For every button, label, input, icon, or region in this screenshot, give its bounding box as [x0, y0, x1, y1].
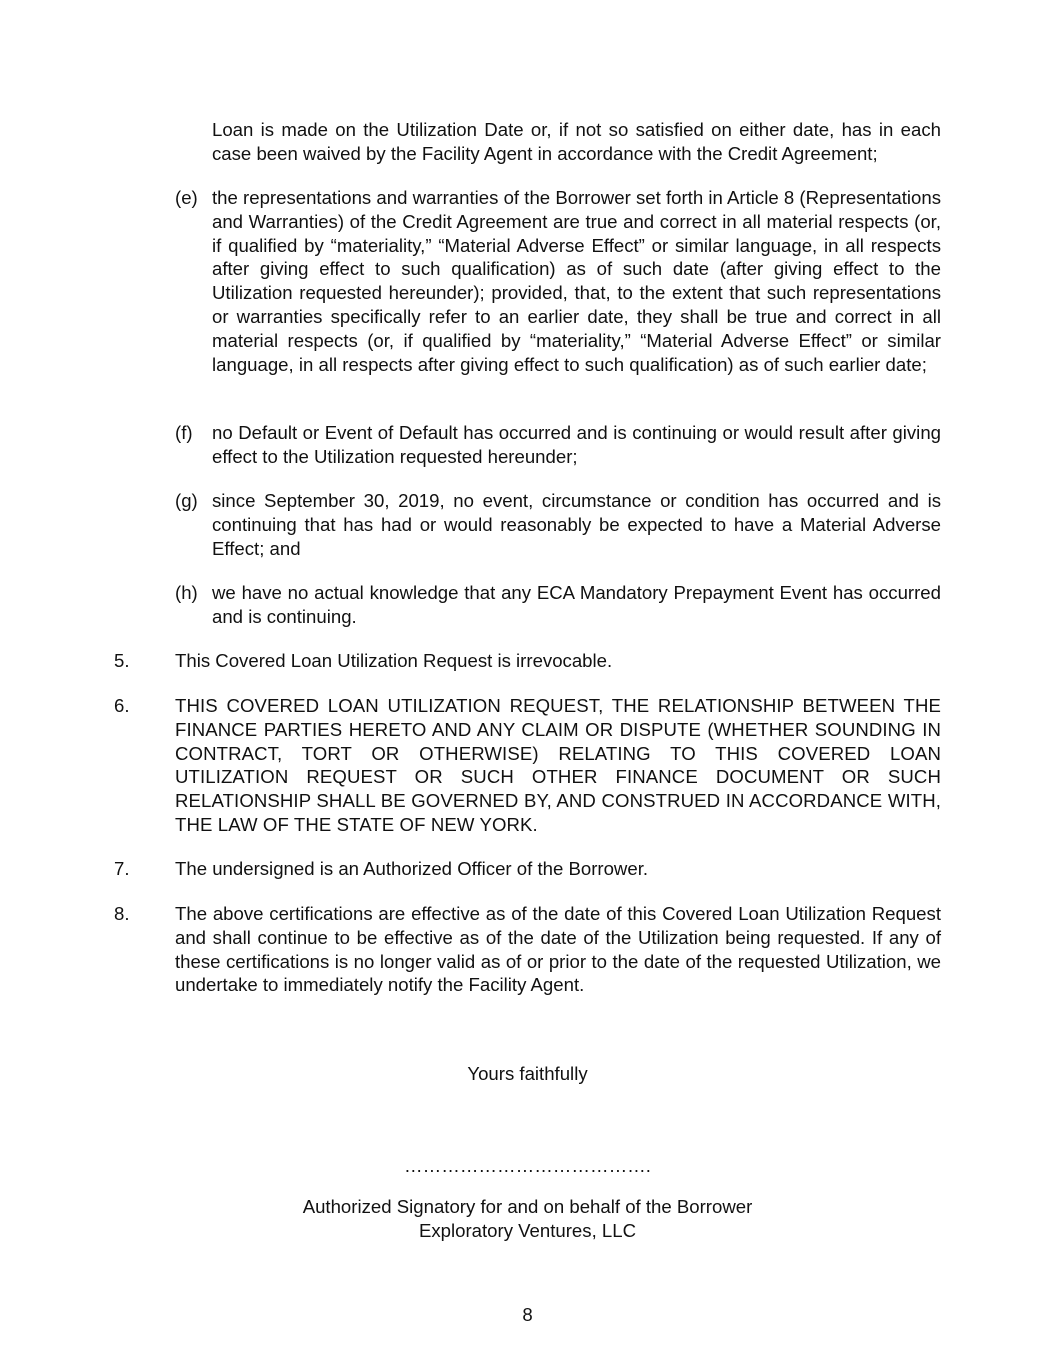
sub-item-marker: (g)	[175, 490, 198, 511]
signatory-title: Authorized Signatory for and on behalf of the Borrower	[302, 1196, 753, 1217]
page-number: 8	[522, 1304, 533, 1325]
sub-item-e	[175, 186, 941, 376]
numbered-item-text: THIS COVERED LOAN UTILIZATION REQUEST, THE RELATIONSHIP BETWEEN THE FINANCE PARTIES HERETO AND ANY CLAIM OR DISPUTE (WHETHER SOUNDING IN CONTRACT, TORT OR OTHERWISE) RELATING TO THIS COVERED LOAN UTILIZATION REQUEST OR SUCH OTHER FINANCE DOCUMENT OR SUCH RELATIONSHIP SHALL BE GOVERNED BY, AND CONSTRUED IN ACCORDANCE WITH, THE LAW OF THE STATE OF NEW YORK.	[175, 695, 941, 835]
numbered-item-7	[114, 857, 941, 881]
sub-item-text: we have no actual knowledge that any ECA Mandatory Prepayment Event has occurred and is continuing.	[212, 582, 941, 627]
signatory-name: Exploratory Ventures, LLC	[418, 1220, 637, 1241]
sub-item-g	[175, 489, 941, 560]
sub-item-f	[175, 421, 941, 469]
sub-item-marker: (h)	[175, 582, 198, 603]
continuation-paragraph: Loan is made on the Utilization Date or, if not so satisfied on either date, has in each case been waived by the Facility Agent in accordance with the Credit Agreement;	[212, 119, 941, 164]
closing-salutation: Yours faithfully	[467, 1063, 588, 1084]
sub-item-h	[175, 581, 941, 629]
numbered-item-marker: 5.	[114, 650, 130, 671]
sub-item-marker: (f)	[175, 422, 193, 443]
sub-item-text: since September 30, 2019, no event, circumstance or condition has occurred and is continuing that has had or would reasonably be expected to have a Material Adverse Effect; and	[212, 490, 941, 559]
numbered-item-5	[114, 649, 941, 673]
numbered-item-marker: 6.	[114, 695, 130, 716]
numbered-item-6	[114, 694, 941, 837]
sub-item-text: no Default or Event of Default has occurred and is continuing or would result after giving effect to the Utilization requested hereunder;	[212, 422, 941, 467]
numbered-item-8	[114, 902, 941, 997]
numbered-item-marker: 8.	[114, 903, 130, 924]
numbered-item-text: The undersigned is an Authorized Officer of the Borrower.	[175, 858, 649, 879]
numbered-item-text: The above certifications are effective as of the date of this Covered Loan Utilization Request and shall continue to be effective as of the date of the Utilization being requested. If any of these certifications is no longer valid as of or prior to the date of the requested Utilization, we undertake to immediately notify the Facility Agent.	[175, 903, 941, 996]
numbered-item-marker: 7.	[114, 858, 130, 879]
sub-item-marker: (e)	[175, 187, 198, 208]
numbered-item-text: This Covered Loan Utilization Request is irrevocable.	[175, 650, 613, 671]
sub-item-text: the representations and warranties of the Borrower set forth in Article 8 (Representations and Warranties) of the Credit Agreement are true and correct in all material respects (or, if qualified by “materiality,” “Material Adverse Effect” or similar language, in all respects after giving effect to such qualification) as of such date (after giving effect to the Utilization requested hereunder); provided, that, to the extent that such representations or warranties specifically refer to an earlier date, they shall be true and correct in all material respects (or, if qualified by “materiality,” “Material Adverse Effect” or similar language, in all respects after giving effect to such qualification) as of such earlier date;	[212, 187, 941, 375]
signature-line: ………………………………….	[404, 1155, 651, 1176]
